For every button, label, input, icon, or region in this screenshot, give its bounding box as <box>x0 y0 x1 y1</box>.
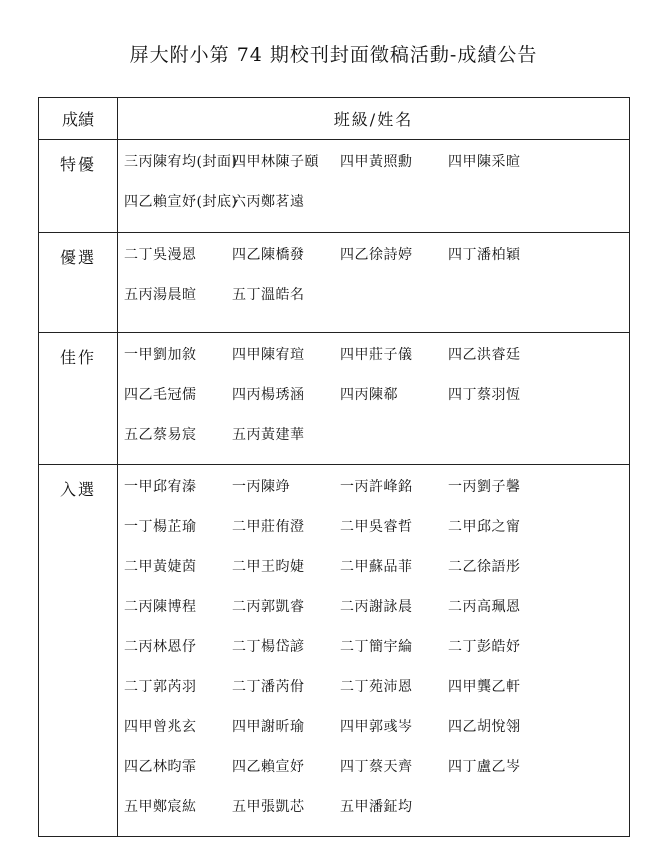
student-entry: 二丙謝詠晨 <box>340 599 413 615</box>
student-entry: 四丙陳郗 <box>340 387 398 403</box>
student-entry: 二丁楊岱諺 <box>232 639 305 655</box>
name-line <box>124 476 629 516</box>
name-line <box>124 756 629 796</box>
names-cell <box>118 233 630 333</box>
student-entry: 四甲黃照勳 <box>340 154 413 170</box>
table-row <box>39 140 630 233</box>
student-entry: 二丙陳博程 <box>124 599 197 615</box>
student-entry: 四乙徐詩婷 <box>340 247 413 263</box>
name-line <box>124 716 629 756</box>
student-entry: 四丁盧乙岑 <box>448 759 521 775</box>
student-entry: 二丁簡宇綸 <box>340 639 413 655</box>
student-entry: 二乙徐語彤 <box>448 559 521 575</box>
student-entry: 二甲黃婕茵 <box>124 559 197 575</box>
name-line <box>124 244 629 284</box>
student-entry: 四乙林昀霏 <box>124 759 197 775</box>
student-entry: 五丙黃建華 <box>232 427 305 443</box>
student-entry: 五甲鄭宸紘 <box>124 799 197 815</box>
student-entry: 四甲謝昕瑜 <box>232 719 305 735</box>
student-entry: 五甲潘鉦均 <box>340 799 413 815</box>
name-line <box>124 191 629 231</box>
student-entry: 一丙陳竫 <box>232 479 290 495</box>
student-entry: 四丁蔡羽恆 <box>448 387 521 403</box>
student-entry: 二丁吳漫恩 <box>124 247 197 263</box>
student-entry: 四丙楊琇涵 <box>232 387 305 403</box>
name-line <box>124 384 629 424</box>
student-entry: 二甲邱之甯 <box>448 519 521 535</box>
page-title: 屏大附小第 74 期校刊封面徵稿活動-成績公告 <box>129 44 538 66</box>
student-entry: 一甲邱宥溱 <box>124 479 197 495</box>
student-entry: 二甲莊侑澄 <box>232 519 305 535</box>
name-line <box>124 151 629 191</box>
student-entry: 四丁潘柏穎 <box>448 247 521 263</box>
table-row <box>39 333 630 465</box>
student-entry: 五甲張凱芯 <box>232 799 305 815</box>
student-entry: 四乙毛冠儒 <box>124 387 197 403</box>
name-line <box>124 596 629 636</box>
student-entry: 二丙林恩伃 <box>124 639 197 655</box>
table-row <box>39 465 630 837</box>
student-entry: 二丁彭皓妤 <box>448 639 521 655</box>
name-line <box>124 796 629 836</box>
student-entry: 一甲劉加敘 <box>124 347 197 363</box>
student-entry: 二甲吳睿哲 <box>340 519 413 535</box>
student-entry: 三丙陳宥均(封面) <box>124 154 238 170</box>
name-line <box>124 516 629 556</box>
name-line <box>124 636 629 676</box>
student-entry: 四丁蔡天齊 <box>340 759 413 775</box>
name-line <box>124 556 629 596</box>
header-category: 成績 <box>39 98 118 140</box>
student-entry: 二甲蘇品菲 <box>340 559 413 575</box>
results-table <box>38 97 630 837</box>
student-entry: 二甲王昀婕 <box>232 559 305 575</box>
student-entry: 二丁郭芮羽 <box>124 679 197 695</box>
name-line <box>124 424 629 464</box>
student-entry: 二丁潘芮佾 <box>232 679 305 695</box>
names-cell <box>118 140 630 233</box>
table-header-row <box>39 98 630 140</box>
names-cell <box>118 465 630 837</box>
student-entry: 五丁溫皓名 <box>232 287 305 303</box>
category-cell: 優選 <box>39 233 118 333</box>
category-cell: 特優 <box>39 140 118 233</box>
student-entry: 四甲曾兆玄 <box>124 719 197 735</box>
student-entry: 五乙蔡易宸 <box>124 427 197 443</box>
student-entry: 四乙洪睿廷 <box>448 347 521 363</box>
name-line <box>124 676 629 716</box>
names-cell <box>118 333 630 465</box>
student-entry: 二丙郭凱睿 <box>232 599 305 615</box>
student-entry: 一丙劉子馨 <box>448 479 521 495</box>
table-row <box>39 233 630 333</box>
student-entry: 一丁楊芷瑜 <box>124 519 197 535</box>
student-entry: 一丙許峰銘 <box>340 479 413 495</box>
category-cell: 入選 <box>39 465 118 837</box>
student-entry: 四乙賴宣妤(封底) <box>124 194 238 210</box>
student-entry: 四乙胡悅翎 <box>448 719 521 735</box>
student-entry: 四乙賴宣妤 <box>232 759 305 775</box>
student-entry: 六丙鄭茗遠 <box>232 194 305 210</box>
header-names: 班級/姓名 <box>118 98 630 140</box>
student-entry: 四乙陳橋發 <box>232 247 305 263</box>
student-entry: 四甲郭彧岑 <box>340 719 413 735</box>
category-cell: 佳作 <box>39 333 118 465</box>
student-entry: 四甲陳采暄 <box>448 154 521 170</box>
student-entry: 四甲龔乙軒 <box>448 679 521 695</box>
student-entry: 四甲陳宥瑄 <box>232 347 305 363</box>
student-entry: 四甲莊子儀 <box>340 347 413 363</box>
student-entry: 四甲林陳子頤 <box>232 154 319 170</box>
name-line <box>124 344 629 384</box>
student-entry: 二丙高珮恩 <box>448 599 521 615</box>
student-entry: 二丁苑沛恩 <box>340 679 413 695</box>
name-line <box>124 284 629 324</box>
student-entry: 五丙湯晨暄 <box>124 287 197 303</box>
